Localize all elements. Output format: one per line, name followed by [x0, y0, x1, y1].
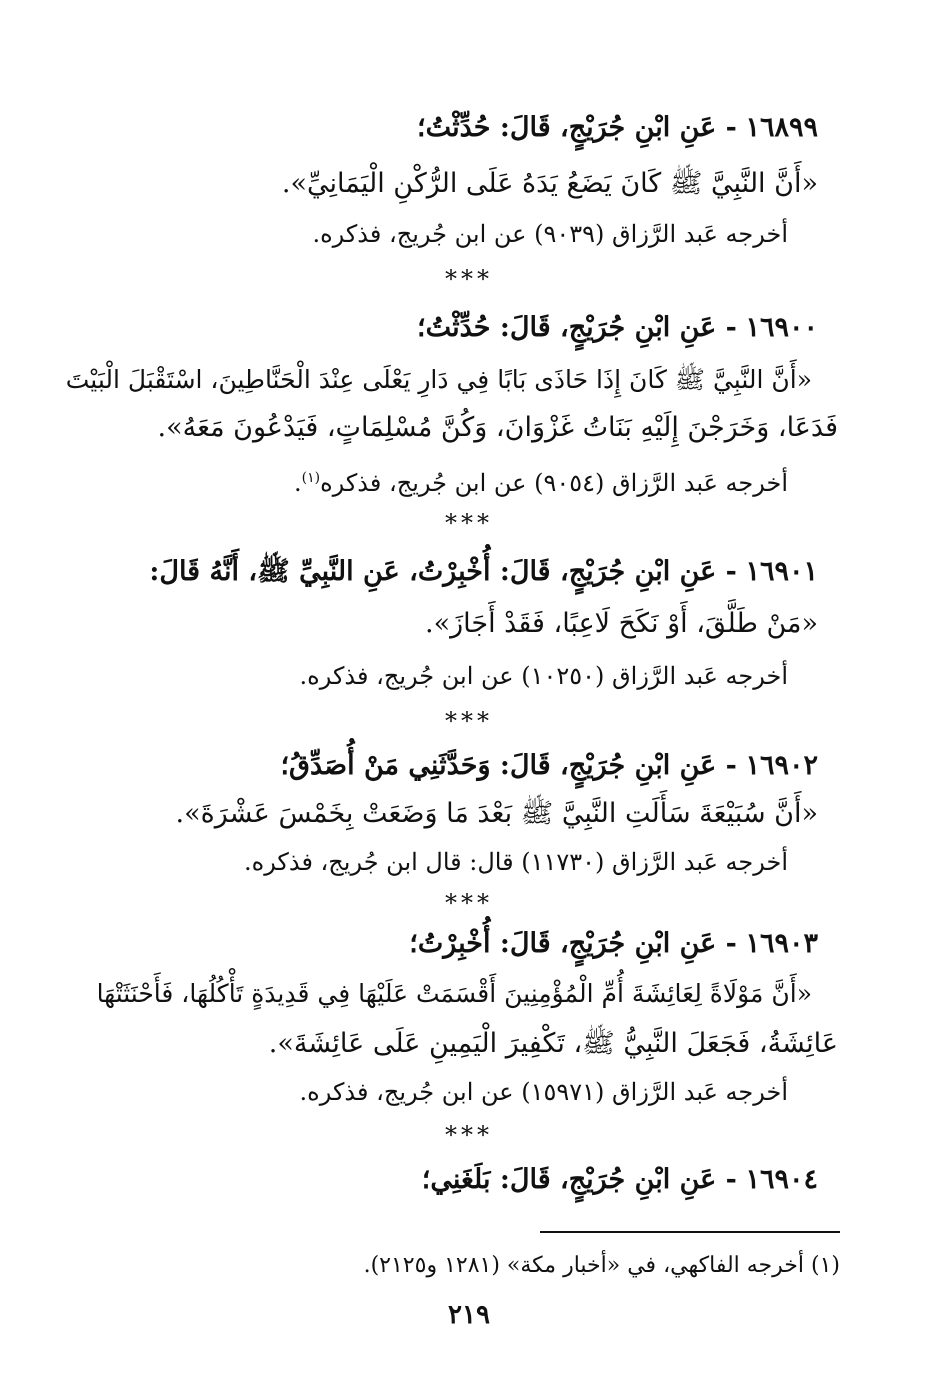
- hadith-chain: - عَنِ ابْنِ جُرَيْجٍ، قَالَ: أُخْبِرْتُ، عَنِ النَّبِيِّ ﷺ، أَنَّهُ قَالَ:: [149, 556, 737, 587]
- hadith-source: [80, 458, 788, 503]
- hadith-text: فَدَعَا، وَخَرَجْنَ إِلَيْهِ بَنَاتُ غَزْوَانَ، وَكُنَّ مُسْلِمَاتٍ، فَيَدْعُونَ مَعَهُ».: [157, 412, 838, 443]
- hadith-number: ١٦٩٠٢: [745, 750, 818, 781]
- hadith-heading: [80, 924, 818, 964]
- hadith-number: ١٦٩٠١: [745, 556, 818, 587]
- hadith-number: ١٦٨٩٩: [745, 112, 818, 143]
- hadith-source: أخرجه عَبد الرَّزاق (١٥٩٧١) عن ابن جُريج، فذكره.: [299, 1078, 788, 1106]
- hadith-chain: - عَنِ ابْنِ جُرَيْجٍ، قَالَ: بَلَغَنِي؛: [421, 1164, 737, 1195]
- hadith-heading: [80, 308, 818, 348]
- hadith-heading: [80, 552, 818, 592]
- separator: ***: [445, 889, 493, 917]
- footnote-divider: [540, 1231, 840, 1233]
- hadith-source: أخرجه عَبد الرَّزاق (٩٠٣٩) عن ابن جُريج، فذكره.: [312, 220, 788, 248]
- hadith-text: عَائِشَةُ، فَجَعَلَ النَّبِيُّ ﷺ، تَكْفِيرَ الْيَمِينِ عَلَى عَائِشَةَ».: [268, 1028, 838, 1059]
- source-text: أخرجه عَبد الرَّزاق (٩٠٥٤) عن ابن جُريج، فذكره: [320, 469, 788, 497]
- separator: ***: [445, 707, 493, 735]
- footnote-ref: (١): [301, 470, 321, 486]
- separator: ***: [445, 509, 493, 537]
- hadith-source: أخرجه عَبد الرَّزاق (١٠٢٥٠) عن ابن جُريج، فذكره.: [299, 662, 788, 690]
- hadith-number: ١٦٩٠٠: [745, 312, 818, 343]
- hadith-chain: - عَنِ ابْنِ جُرَيْجٍ، قَالَ: أُخْبِرْتُ؛: [409, 928, 737, 959]
- hadith-number: ١٦٩٠٣: [745, 928, 818, 959]
- hadith-source: أخرجه عَبد الرَّزاق (١١٧٣٠) قال: قال ابن جُريج، فذكره.: [243, 848, 788, 876]
- hadith-text: «أَنَّ سُبَيْعَةَ سَأَلَتِ النَّبِيَّ ﷺ بَعْدَ مَا وَضَعَتْ بِخَمْسَ عَشْرَةَ».: [175, 798, 818, 829]
- hadith-heading: [80, 746, 818, 786]
- page-number: ٢١٩: [448, 1300, 490, 1330]
- hadith-text: «أَنَّ النَّبِيَّ ﷺ كَانَ إِذَا حَاذَى بَابًا فِي دَارِ يَعْلَى عِنْدَ الْحَنَّاطِينَ، اسْتَقْبَلَ الْبَيْتَ: [65, 365, 812, 394]
- separator: ***: [445, 265, 493, 293]
- hadith-chain: - عَنِ ابْنِ جُرَيْجٍ، قَالَ: وَحَدَّثَنِي مَنْ أُصَدِّقُ؛: [280, 750, 737, 781]
- hadith-heading: [80, 1160, 818, 1200]
- hadith-text: «أَنَّ النَّبِيَّ ﷺ كَانَ يَضَعُ يَدَهُ عَلَى الرُّكْنِ الْيَمَانِيِّ».: [281, 168, 818, 199]
- hadith-text: «أَنَّ مَوْلَاةً لِعَائِشَةَ أُمِّ الْمُؤْمِنِينَ أَقْسَمَتْ عَلَيْهَا فِي قَدِيدَةٍ تَأْكُلُهَا، فَأَحْنَثَتْهَا: [96, 979, 812, 1008]
- hadith-text: «مَنْ طَلَّقَ، أَوْ نَكَحَ لَاعِبًا، فَقَدْ أَجَازَ».: [425, 608, 818, 639]
- hadith-number: ١٦٩٠٤: [745, 1164, 818, 1195]
- separator: ***: [445, 1121, 493, 1149]
- hadith-chain: - عَنِ ابْنِ جُرَيْجٍ، قَالَ: حُدِّثْتُ؛: [417, 312, 737, 343]
- period: .: [293, 469, 302, 497]
- footnote: (١) أخرجه الفاكهي، في «أخبار مكة» (١٢٨١ و٢١٢٥).: [363, 1253, 840, 1278]
- hadith-chain: - عَنِ ابْنِ جُرَيْجٍ، قَالَ: حُدِّثْتُ؛: [417, 112, 737, 143]
- hadith-heading: [80, 108, 818, 148]
